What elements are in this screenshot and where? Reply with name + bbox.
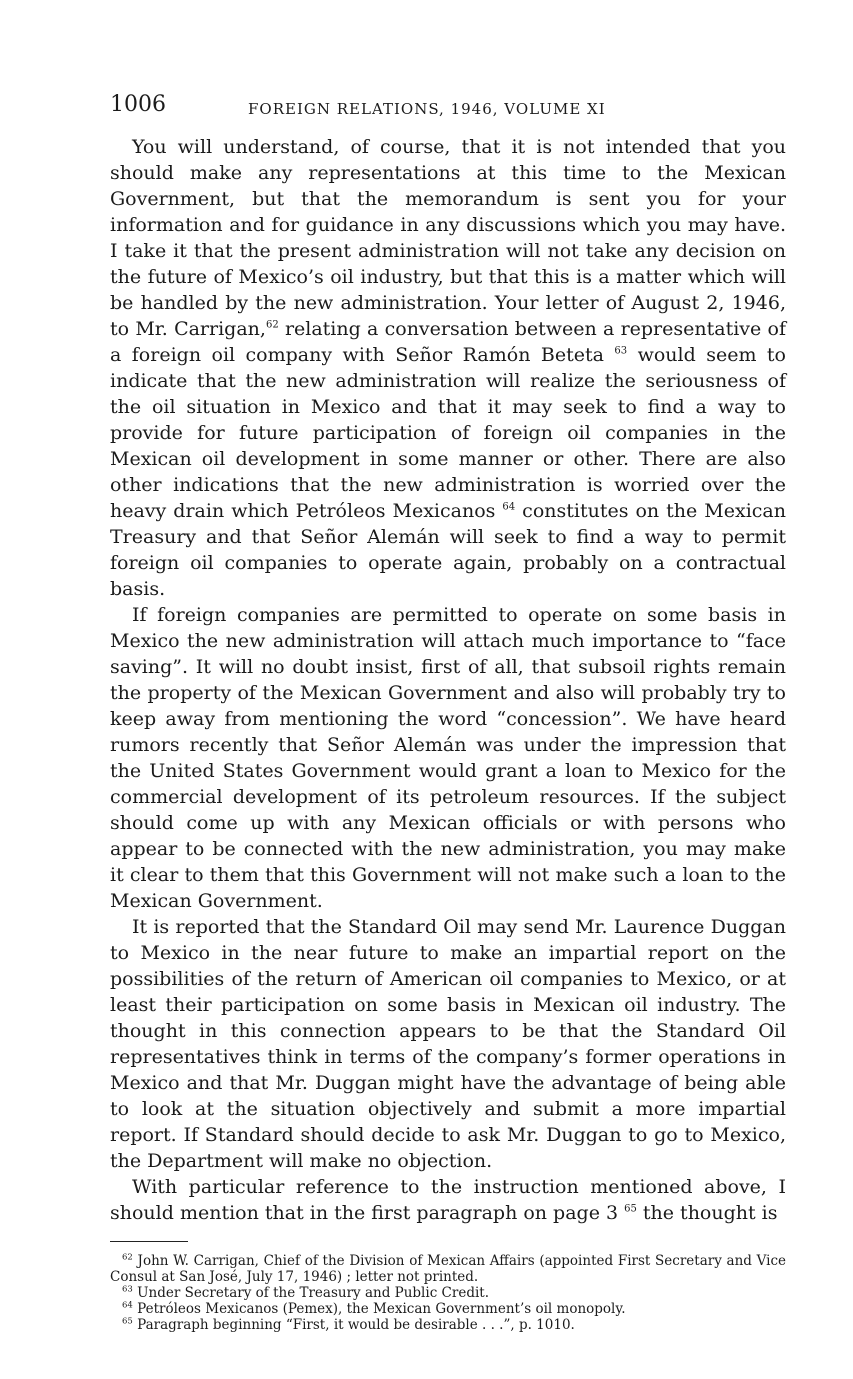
footnote-text: Under Secretary of the Treasury and Public Credit. <box>132 1285 489 1301</box>
footnote-ref-65: 65 <box>624 1203 637 1215</box>
footnote-text: Petróleos Mexicanos (Pemex), the Mexican Government’s oil monopoly. <box>132 1301 626 1317</box>
footnote <box>110 1317 786 1333</box>
footnote-marker: 65 <box>122 1316 133 1327</box>
footnote-text: John W. Carrigan, Chief of the Division of Mexican Affairs (appointed First Secretary and Vice Consul at San José, July 17, 1946) ; letter not printed. <box>110 1253 786 1285</box>
footnote-marker: 62 <box>122 1252 133 1263</box>
page-number: 1006 <box>110 92 166 117</box>
footnote-marker: 64 <box>122 1300 133 1311</box>
footnote <box>110 1253 786 1285</box>
footnote <box>110 1285 786 1301</box>
footnote <box>110 1301 786 1317</box>
paragraph-1-text-d: constitutes on the Mexican Treasury and that Señor Alemán will seek to find a way to permit foreign oil companies to operate again, probably on a contractual basis. <box>110 500 786 600</box>
footnote-ref-62: 62 <box>265 319 279 331</box>
paragraph-2: If foreign companies are permitted to operate on some basis in Mexico the new administration will attach much importance to “face saving”. It will no doubt insist, first of all, that subsoil rights remain the property of the Mexican Government and also will probably try to keep away from mentioning the word “concession”. We have heard rumors recently that Señor Alemán was under the impression that the United States Government would grant a loan to Mexico for the commercial development of its petroleum resources. If the subject should come up with any Mexican officials or with persons who appear to be connected with the new administration, you may make it clear to them that this Government will not make such a loan to the Mexican Government. <box>110 604 786 912</box>
paragraph-4-text-b: the thought is <box>636 1202 778 1224</box>
footnote-ref-64: 64 <box>502 501 516 513</box>
document-page <box>110 94 786 1333</box>
footnote-text: Paragraph beginning “First, it would be desirable . . .”, p. 1010. <box>132 1317 575 1333</box>
footnote-ref-63: 63 <box>614 345 628 357</box>
paragraph-1-text-c: would seem to indicate that the new administration will realize the seriousness of the oil situation in Mexico and that it may seek to find a way to provide for future participation of foreign oil companies in the Mexican oil development in some manner or other. There are also other indications that the new administration is worried over the heavy drain which Petróleos Mexicanos <box>110 344 786 522</box>
paragraph-3: It is reported that the Standard Oil may send Mr. Laurence Duggan to Mexico in the near future to make an impartial report on the possibilities of the return of American oil companies to Mexico, or at least their participation on some basis in Mexican oil industry. The thought in this connection appears to be that the Standard Oil representatives think in terms of the company’s former operations in Mexico and that Mr. Duggan might have the advantage of being able to look at the situation objectively and submit a more impartial report. If Standard should decide to ask Mr. Duggan to go to Mexico, the Department will make no objection. <box>110 916 786 1172</box>
paragraph-1 <box>110 134 786 602</box>
footnotes <box>110 1253 786 1333</box>
body-text <box>110 134 786 1226</box>
paragraph-4 <box>110 1174 786 1226</box>
footnote-marker: 63 <box>122 1284 133 1295</box>
paragraph-4-text-a: With particular reference to the instruction mentioned above, I should mention that in the first paragraph on page 3 <box>110 1176 786 1224</box>
footnote-divider <box>110 1241 188 1242</box>
running-header <box>110 94 786 126</box>
paragraph-1-text-b: relating a conversation between a representative of a foreign oil company with Señor Ramón Beteta <box>110 318 786 366</box>
running-title: FOREIGN RELATIONS, 1946, VOLUME XI <box>248 100 606 118</box>
paragraph-1-text-a: You will understand, of course, that it is not intended that you should make any representations at this time to the Mexican Government, but that the memorandum is sent you for your information and for guidance in any discussions which you may have. I take it that the present administration will not take any decision on the future of Mexico’s oil industry, but that this is a matter which will be handled by the new administration. Your letter of August 2, 1946, to Mr. Carrigan, <box>110 136 786 340</box>
